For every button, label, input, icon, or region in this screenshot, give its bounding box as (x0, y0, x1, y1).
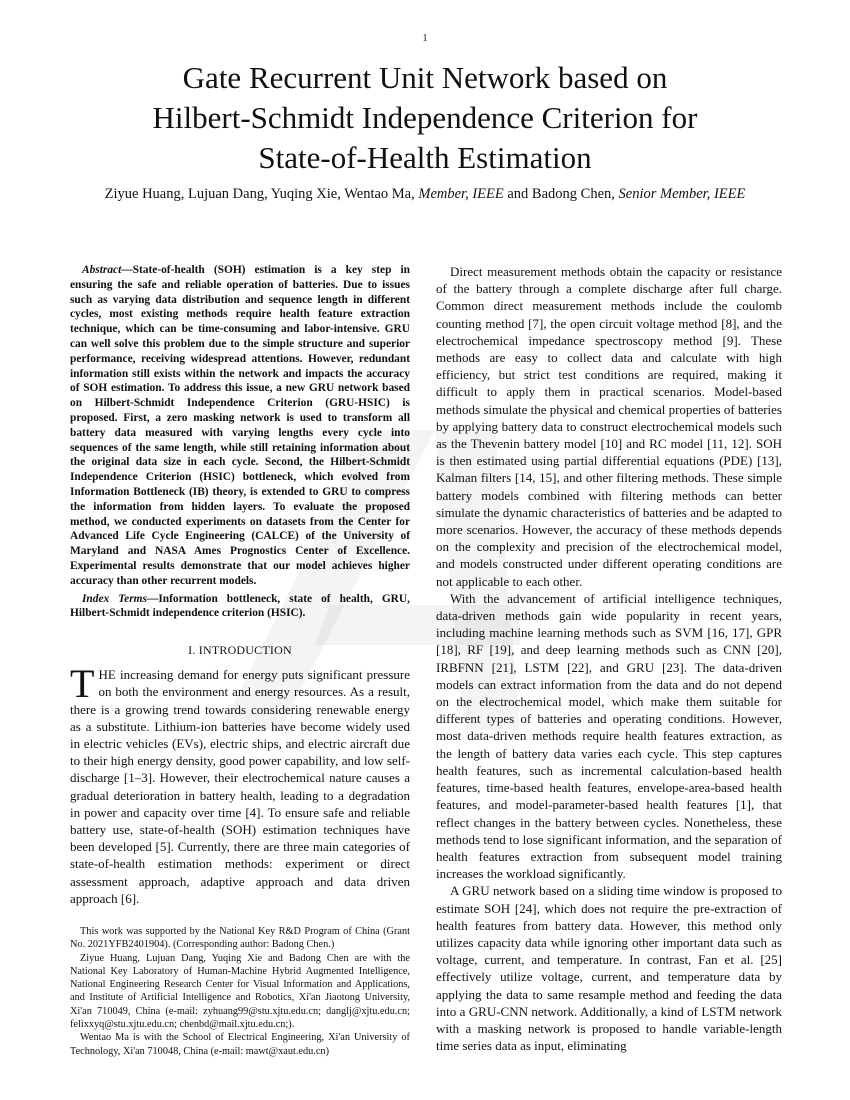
title-line: Gate Recurrent Unit Network based on (182, 60, 668, 95)
section-number: I. (188, 643, 196, 658)
page-number: 1 (422, 33, 428, 44)
author-names: Ziyue Huang, Lujuan Dang, Yuqing Xie, Wentao Ma, (104, 186, 415, 202)
index-terms (70, 592, 410, 622)
intro-paragraph (70, 661, 410, 907)
intro-caps: HE (98, 667, 116, 683)
footnote: Wentao Ma is with the School of Electrical Engineering, Xi'an University of Technology, Xi'an 710048, China (e-mail: mawt@xaut.edu.cn) (70, 1032, 410, 1057)
footnotes (70, 925, 410, 1058)
body-paragraph: With the advancement of artificial intelligence techniques, data-driven methods gain wide popularity in recent years, including machine learning methods such as SVM [16, 17], GPR [18], RF [19], and deep learning methods such as CNN [20], IRBFNN [21], LSTM [22], and GRU [23]. The data-driven models can extract information from the data and do not depend on the electrochemical model, which make them suitable for different types of batteries and operating conditions. However, most data-driven methods require health features extraction, as the length of battery data varies each cycle. This step captures health features, such as incremental calculation-based health features, time-based health features, envelope-area-based health features, and model-parameter-based health features [1], that reflect changes in the battery between cycles. Nonetheless, these methods tend to lose significant information, and the separation of health features extraction from subsequent model training increases the workload significantly. (436, 590, 782, 882)
left-column (70, 263, 410, 1058)
index-terms-text: —Information bottleneck, state of health, GRU, Hilbert-Schmidt independence criterion (HSIC). (70, 592, 410, 620)
body-paragraph: Direct measurement methods obtain the capacity or resistance of the battery through a complete discharge after full charge. Common direct measurement methods include the coulomb counting method [7], the open circuit voltage method [8], and the electrochemical impedance spectroscopy method [9]. These methods are easy to collect data and calculate with high efficiency, but strict test conditions are required, making it difficult to apply them in practical scenarios. Model-based methods simulate the physical and chemical properties of batteries by applying battery data to construct electrochemical models such as the Thevenin battery model [10] and RC model [11, 12]. SOH is then estimated using partial differential equations (PDE) [13], Kalman filters [14, 15], and other filtering methods. These simple battery models combined with filtering methods can better simulate the dynamic characteristics of batteries and be adapted to more scenarios. However, the accuracy of these methods depends on the complexity and precision of the electrochemical model, and models constructed under different operating conditions are not applicable to each other. (436, 264, 782, 589)
intro-text: increasing demand for energy puts significant pressure on both the environment and energy resources. As a result, there is a growing trend towards considering renewable energy as a substitute. Lithium-ion batteries have become widely used in electric vehicles (EVs), electric ships, and electric aircraft due to their high energy density, good power capability, and low self-discharge [1–3]. However, their electrochemical nature causes a gradual deterioration in battery health, leading to a degradation in power and capacity over time [4]. To ensure safe and reliable battery use, state-of-health (SOH) estimation techniques have been developed [5]. Currently, there are three main categories of state-of-health estimation methods: experiment or direct assessment approach, adaptive approach and data driven approach [6]. (70, 667, 410, 906)
section-title-rest: NTRODUCTION (202, 643, 292, 658)
title-line: Hilbert-Schmidt Independence Criterion for (152, 100, 698, 135)
section-heading-introduction (70, 643, 410, 658)
section-title-first: I (198, 643, 203, 658)
index-terms-lead: Index Terms (82, 592, 147, 605)
body-paragraph: A GRU network based on a sliding time window is proposed to estimate SOH [24], which does not require the pre-extraction of health features from battery data. However, this method only utilizes capacity data while ignoring other important data such as voltage, current, and temperature. In contrast, Fan et al. [25] effectively utilize voltage, current, and temperature data by applying the data to same resample method and feeding the data into a GRU-CNN network. Additionally, a kind of LSTM network with a masking network is proposed to handle variable-length time series data as input, eliminating (436, 883, 782, 1054)
author-list (40, 186, 810, 203)
footnote: This work was supported by the National Key R&D Program of China (Grant No. 2021YFB2401904). (Corresponding author: Badong Chen.) (70, 925, 410, 951)
abstract-text: —State-of-health (SOH) estimation is a key step in ensuring the safe and reliable operation of batteries. Due to issues such as varying data distribution and sequence length in different cycles, most existing methods require health feature extraction technique, which can be time-consuming and labor-intensive. GRU can well solve this problem due to the simple structure and superior performance, receiving widespread attentions. However, redundant information still exists within the network and impacts the accuracy of SOH estimation. To address this issue, a new GRU network based on Hilbert-Schmidt Independence Criterion (GRU-HSIC) is proposed. First, a zero masking network is used to transform all battery data measured with varying lengths every cycle into sequences of the same length, while still retaining information about the original data size in each cycle. Second, the Hilbert-Schmidt Independence Criterion (HSIC) bottleneck, which evolved from Information Bottleneck (IB) theory, is extended to GRU to compress the information from hidden layers. To evaluate the proposed method, we conducted experiments on datasets from the Center for Advanced Life Cycle Engineering (CALCE) of the University of Maryland and NASA Ames Prognostics Center of Excellence. Experimental results demonstrate that our model achieves higher accuracy than other recurrent models. (70, 264, 410, 587)
author-role: Senior Member, IEEE (618, 186, 746, 202)
drop-cap: T (70, 661, 95, 707)
right-column (436, 263, 782, 1054)
paper-title (60, 58, 790, 178)
title-line: State-of-Health Estimation (258, 140, 592, 175)
abstract (70, 263, 410, 589)
abstract-lead: Abstract (82, 264, 122, 276)
footnote: Ziyue Huang, Lujuan Dang, Yuqing Xie and Badong Chen are with the National Key Laboratory of Human-Machine Hybrid Augmented Intelligence, National Engineering Research Center for Visual Information and Applications, and Institute of Artificial Intelligence and Robotics, Xi'an Jiaotong University, Xi'an 710049, China (e-mail: zyhuang99@stu.xjtu.edu.cn; danglj@xjtu.edu.cn; felixxyq@stu.xjtu.edu.cn; chenbd@mail.xjtu.edu.cn;). (70, 952, 410, 1031)
author-names: and Badong Chen, (507, 186, 615, 202)
author-role: Member, IEEE (418, 186, 504, 202)
